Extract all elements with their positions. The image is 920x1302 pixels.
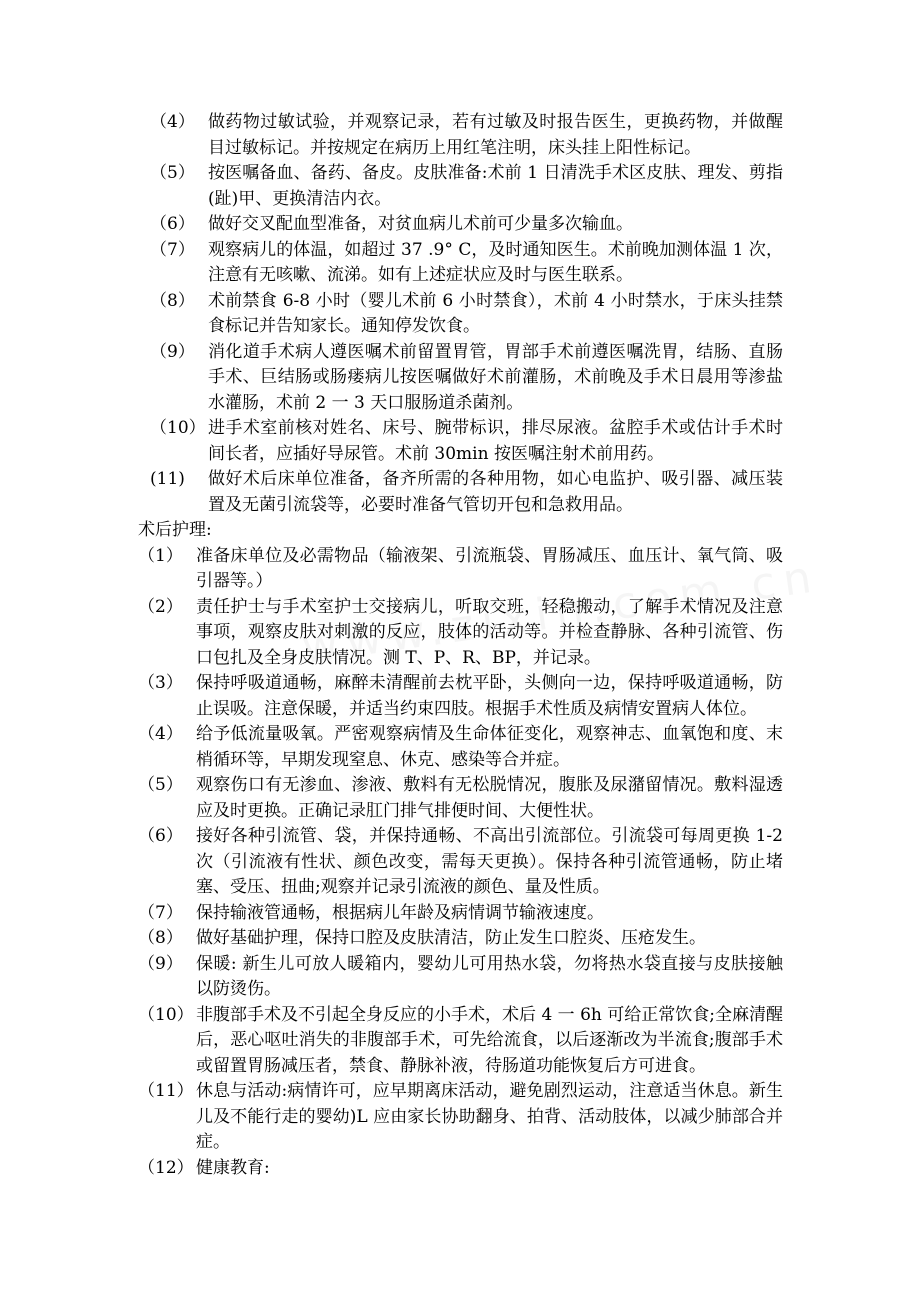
item-number: （1） <box>138 545 183 566</box>
item-text: 责任护士与手术室护士交接病儿，听取交班，轻稳搬动，了解手术情况及注意事项，观察皮肤对刺激的反应，肢体的活动等。并检查静脉、各种引流管、伤口包扎及全身皮肤情况。测 T、P、R、BP，并记录。 <box>196 596 783 668</box>
item-number: （4） <box>150 112 195 132</box>
item-number: （6） <box>138 826 183 846</box>
item-number: （10） <box>150 418 206 438</box>
item-number: （12） <box>138 1157 194 1178</box>
item-number: （10） <box>138 1004 194 1025</box>
list-item <box>150 416 783 467</box>
item-text: 准备床单位及必需物品（输液架、引流瓶袋、胃肠减压、血压计、氧气筒、吸引器等。） <box>196 545 783 591</box>
item-number: （5） <box>138 775 183 795</box>
list-item <box>138 544 788 595</box>
item-number: （4） <box>138 724 183 744</box>
item-text: 做好术后床单位准备，备齐所需的各种用物，如心电监护、吸引器、减压装置及无菌引流袋等，必要时准备气管切开包和急救用品。 <box>208 469 783 515</box>
item-text: 健康教育: <box>196 1157 270 1178</box>
item-text: 按医嘱备血、备药、备皮。皮肤准备:术前 1 日清洗手术区皮肤、理发、剪指(趾)甲、更换清洁内衣。 <box>208 163 783 209</box>
item-number: （3） <box>138 673 183 693</box>
list-item <box>138 671 788 722</box>
list-item <box>138 1003 788 1080</box>
list-item <box>138 901 788 927</box>
list-item <box>150 238 783 289</box>
list-item <box>138 595 788 672</box>
item-number: （6） <box>150 214 195 234</box>
list-item <box>150 289 783 340</box>
post-op-title: 术后护理: <box>138 520 212 540</box>
item-number: （9） <box>150 341 195 362</box>
list-item <box>150 161 783 212</box>
item-number: （2） <box>138 596 183 617</box>
item-text: 休息与活动:病情许可，应早期离床活动，避免剧烈运动，注意适当休息。新生儿及不能行走的婴幼)L 应由家长协助翻身、拍背、活动肢体，以减少肺部合并症。 <box>196 1081 783 1152</box>
pre-op-list <box>0 110 920 518</box>
item-number: （8） <box>150 290 195 311</box>
item-number: （9） <box>138 953 183 974</box>
list-item <box>138 926 788 952</box>
list-item <box>138 773 788 824</box>
item-text: 接好各种引流管、袋，并保持通畅、不高出引流部位。引流袋可每周更换 1-2 次（引流液有性状、颜色改变，需每天更换）。保持各种引流管通畅，防止堵塞、受压、扭曲;观察并记录引流液的颜色、量及性质。 <box>196 826 783 897</box>
item-text: 保持呼吸道通畅，麻醉未清醒前去枕平卧，头侧向一边，保持呼吸道通畅，防止误吸。注意保暖，并适当约束四肢。根据手术性质及病情安置病人体位。 <box>196 673 783 719</box>
item-text: 做好交叉配血型准备，对贫血病儿术前可少量多次输血。 <box>208 214 633 234</box>
item-number: （7） <box>138 902 183 923</box>
item-text: 观察病儿的体温，如超过 37 .9° C，及时通知医生。术前晚加测体温 1 次，注意有无咳嗽、流涕。如有上述症状应及时与医生联系。 <box>208 239 783 285</box>
item-text: 做好基础护理，保持口腔及皮肤清洁，防止发生口腔炎、压疮发生。 <box>196 928 706 948</box>
list-item <box>138 1079 788 1156</box>
list-item <box>150 467 783 518</box>
item-number: （11） <box>138 1081 194 1101</box>
item-text: 进手术室前核对姓名、床号、腕带标识，排尽尿液。盆腔手术或估计手术时间长者，应插好导尿管。术前 30min 按医嘱注射术前用药。 <box>208 418 783 464</box>
list-item <box>138 1156 788 1182</box>
list-item <box>138 824 788 901</box>
list-item <box>150 340 783 417</box>
item-text: 保暖: 新生儿可放人暖箱内，婴幼儿可用热水袋，勿将热水袋直接与皮肤接触以防烫伤。 <box>196 953 783 999</box>
item-number: （8） <box>138 928 183 948</box>
item-text: 做药物过敏试验，并观察记录，若有过敏及时报告医生，更换药物，并做醒目过敏标记。并按规定在病历上用红笔注明，床头挂上阳性标记。 <box>208 112 783 158</box>
item-text: 保持输液管通畅，根据病儿年龄及病情调节输液速度。 <box>196 902 604 923</box>
post-op-list <box>0 544 920 1182</box>
item-number: (11) <box>150 469 185 489</box>
item-number: （5） <box>150 163 195 183</box>
list-item <box>150 110 783 161</box>
list-item <box>138 952 788 1003</box>
item-text: 消化道手术病人遵医嘱术前留置胃管，胃部手术前遵医嘱洗胃，结肠、直肠手术、巨结肠或肠瘘病儿按医嘱做好术前灌肠，术前晚及手术日晨用等渗盐水灌肠，术前 2 一 3 天口服肠道杀菌剂。 <box>208 341 783 413</box>
item-number: （7） <box>150 239 195 260</box>
list-item <box>138 722 788 773</box>
list-item <box>150 212 783 238</box>
item-text: 非腹部手术及不引起全身反应的小手术，术后 4 一 6h 可给正常饮食;全麻清醒后，恶心呕吐消失的非腹部手术，可先给流食，以后逐渐改为半流食;腹部手术或留置胃肠减压者，禁食、静脉补液，待肠道功能恢复后方可进食。 <box>196 1004 783 1076</box>
item-text: 术前禁食 6-8 小时（婴儿术前 6 小时禁食），术前 4 小时禁水，于床头挂禁食标记并告知家长。通知停发饮食。 <box>208 290 783 336</box>
item-text: 观察伤口有无渗血、渗液、敷料有无松脱情况，腹胀及尿潴留情况。敷料湿透应及时更换。正确记录肛门排气排便时间、大便性状。 <box>196 775 783 821</box>
item-text: 给予低流量吸氧。严密观察病情及生命体征变化，观察神志、血氧饱和度、末梢循环等，早期发现窒息、休克、感染等合并症。 <box>196 724 783 770</box>
